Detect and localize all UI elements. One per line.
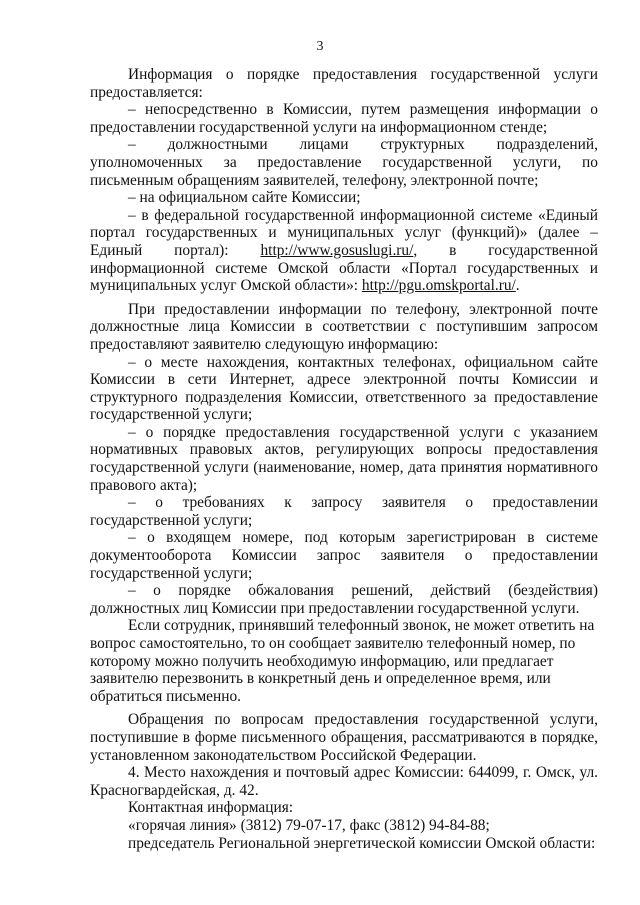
list-item-incoming-number: – о входящем номере, под которым зарегистрирован в системе документооборота Комиссии запрос заявителя о предоставлении государственной услуги; [90,529,598,582]
gosuslugi-link[interactable]: http://www.gosuslugi.ru/ [260,241,414,259]
list-item-requirements: – о требованиях к запросу заявителя о предоставлении государственной услуги; [90,494,598,529]
list-item-official-site: – на официальном сайте Комиссии; [128,189,361,207]
paragraph-phone-call: Если сотрудник, принявший телефонный звонок, не может ответить на вопрос самостоятельно, то он сообщает заявителю телефонный номер, по которому можно получить необходимую информацию, или предлагает заявителю перезвонить в конкретный день и определенное время, или обратиться письменно. [90,617,595,705]
list-item-officials: – должностными лицами структурных подразделений, уполномоченных за предоставление государственной услуги, по письменным обращениям заявителей, телефону, электронной почте; [90,136,598,189]
list-item-location-contacts: – о месте нахождения, контактных телефонах, официальном сайте Комиссии в сети Интернет, адресе электронной почты Комиссии и структурного подразделения Комиссии, ответственного за предоставление государственной услуги; [90,353,598,424]
omskportal-link[interactable]: http://pgu.omskportal.ru/ [361,277,516,295]
list-item-appeal: – о порядке обжалования решений, действий (бездействия) должностных лиц Комиссии при предоставлении государственной услуги. [90,582,598,617]
page-number: 3 [316,39,324,54]
portal-text-c: . [515,277,520,295]
paragraph-written-requests: Обращения по вопросам предоставления государственной услуги, поступившие в форме письменного обращения, рассматриваются в порядке, установленном законодательством Российской Федерации. [90,711,598,764]
portal-text-a: – в федеральной государственной информационной системе «Единый портал государственных и муниципальных услуг (функций)» (далее – Единый портал): [90,206,598,259]
paragraph-address: 4. Место нахождения и почтовый адрес Комиссии: 644099, г. Омск, ул. Красногвардейская, д. 42. [90,764,598,799]
paragraph-chairman: председатель Региональной энергетической комиссии Омской области: [128,834,596,852]
list-item-commission-stand: – непосредственно в Комиссии, путем размещения информации о предоставлении государственной услуги на информационном стенде; [90,101,598,136]
document-body [90,66,598,852]
list-item-procedure: – о порядке предоставления государственной услуги с указанием нормативных правовых актов, регулирующих вопросы предоставления государственной услуги (наименование, номер, дата принятия нормативного правового акта); [90,423,598,494]
paragraph-contact-heading: Контактная информация: [128,799,294,817]
paragraph-info-intro: Информация о порядке предоставления государственной услуги предоставляется: [90,66,598,101]
paragraph-hotline: «горячая линия» (3812) 79-07-17, факс (3812) 94-84-88; [128,816,490,834]
list-item-unified-portal [90,207,598,295]
portal-text-b: , в государственной информационной системе Омской области «Портал государственных и муниципальных услуг Омской области»: [90,241,598,295]
paragraph-phone-info: При предоставлении информации по телефону, электронной почте должностные лица Комиссии в соответствии с поступившим запросом предоставляют заявителю следующую информацию: [90,300,598,353]
